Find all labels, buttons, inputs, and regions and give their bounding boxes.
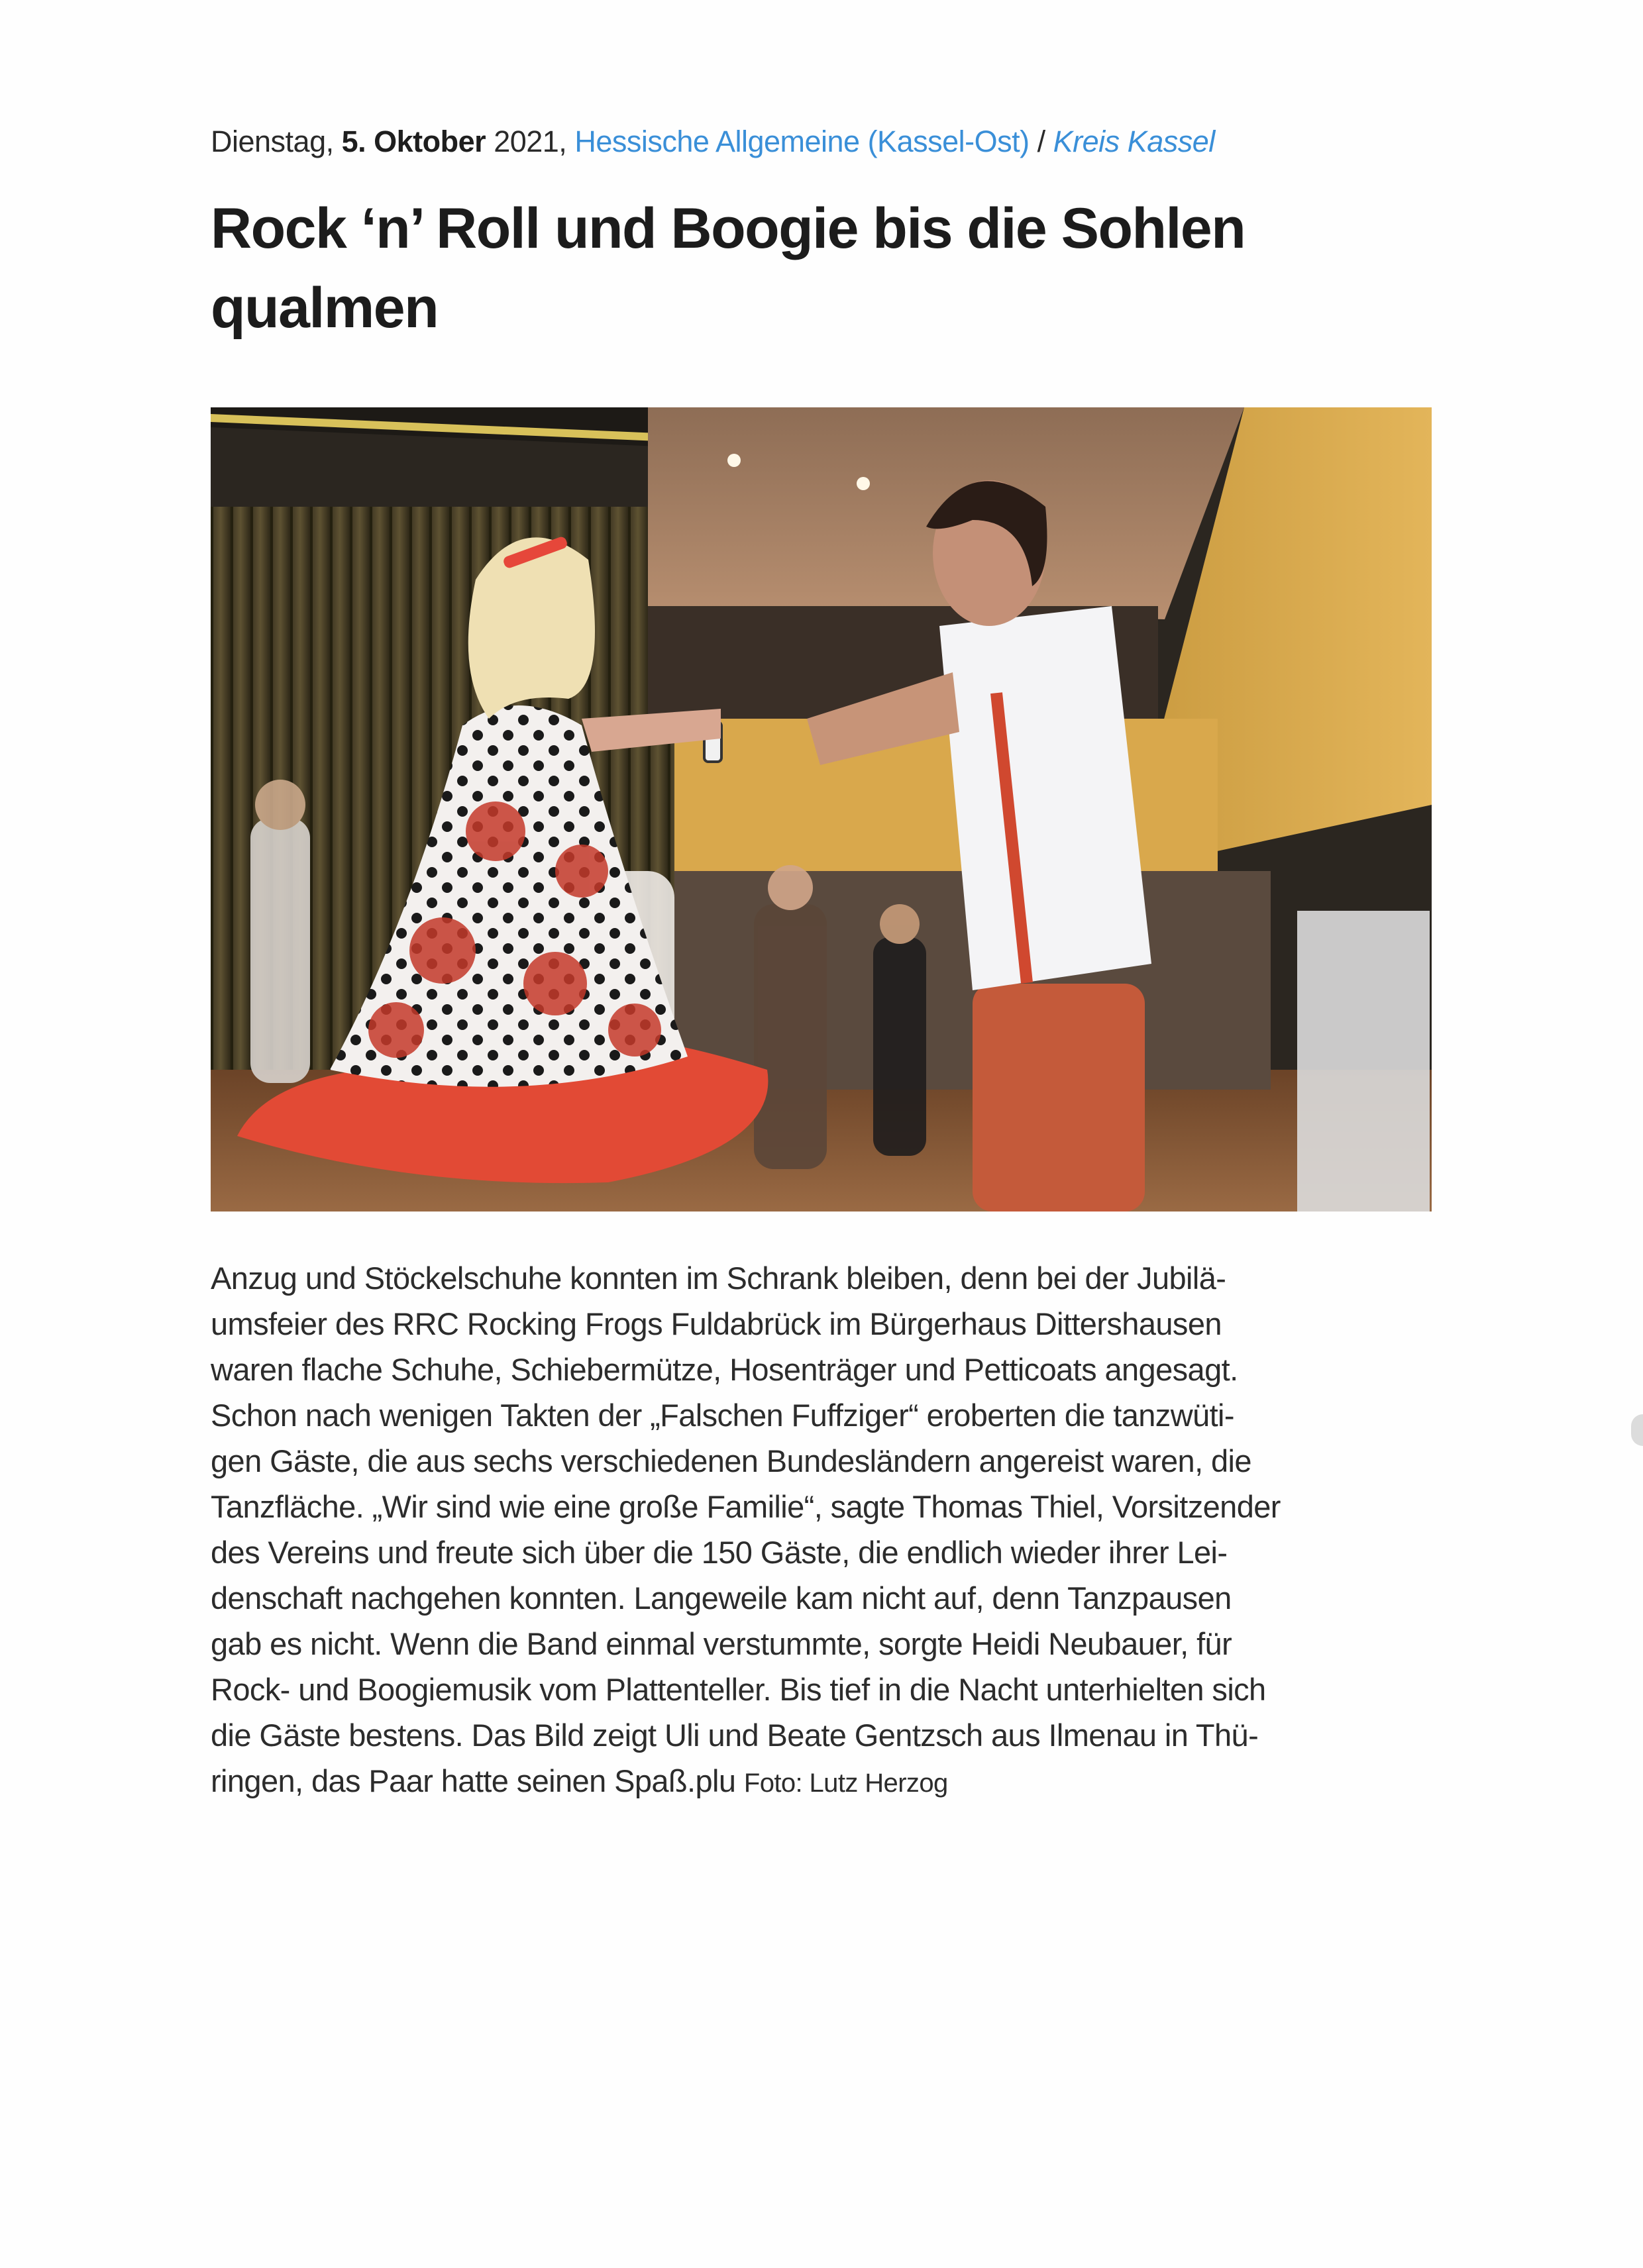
publication-link[interactable]: Hessische Allgemeine (Kassel-Ost) [574,125,1030,158]
body-line: Schon nach wenigen Takten der „Falschen Fuffziger“ eroberten die tanzwüti- [211,1398,1234,1433]
body-line: umsfeier des RRC Rocking Frogs Fuldabrück im Bürgerhaus Dittershausen [211,1306,1222,1341]
body-line: die Gäste bestens. Das Bild zeigt Uli und Beate Gentzsch aus Ilmenau in Thü- [211,1718,1259,1753]
section-link[interactable]: Kreis Kassel [1053,125,1215,158]
body-line: denschaft nachgehen konnten. Langeweile kam nicht auf, denn Tanzpausen [211,1580,1232,1616]
body-line: gab es nicht. Wenn die Band einmal verstummte, sorgte Heidi Neubauer, für [211,1626,1232,1661]
article-body [211,1255,1456,1806]
photo-illustration [211,407,1432,1211]
article-photo [211,407,1432,1211]
body-line: Rock- und Boogiemusik vom Plattenteller. Bis tief in die Nacht unterhielten sich [211,1672,1266,1707]
publication-year: 2021, [494,125,567,158]
body-last-text: ringen, das Paar hatte seinen Spaß.plu [211,1763,736,1798]
body-line: Tanzfläche. „Wir sind wie eine große Familie“, sagte Thomas Thiel, Vorsitzender [211,1489,1281,1524]
weekday: Dienstag, [211,125,334,158]
breadcrumb-separator: / [1037,125,1045,158]
photo-credit: Foto: Lutz Herzog [743,1769,948,1798]
article-headline: Rock ‘n’ Roll und Boogie bis die Sohlen qualmen [211,197,1246,340]
body-line: des Vereins und freute sich über die 150 Gäste, die endlich wieder ihrer Lei- [211,1535,1228,1570]
publication-date: 5. Oktober [341,125,486,158]
body-line: Anzug und Stöckelschuhe konnten im Schrank bleiben, denn bei der Jubilä- [211,1261,1226,1296]
body-last-line [211,1758,1456,1806]
scanner-edge-mark [1631,1414,1643,1446]
body-line: waren flache Schuhe, Schiebermütze, Hosenträger und Petticoats angesagt. [211,1352,1238,1387]
article-meta-line [211,122,1215,162]
body-line: gen Gäste, die aus sechs verschiedenen Bundesländern angereist waren, die [211,1443,1251,1478]
